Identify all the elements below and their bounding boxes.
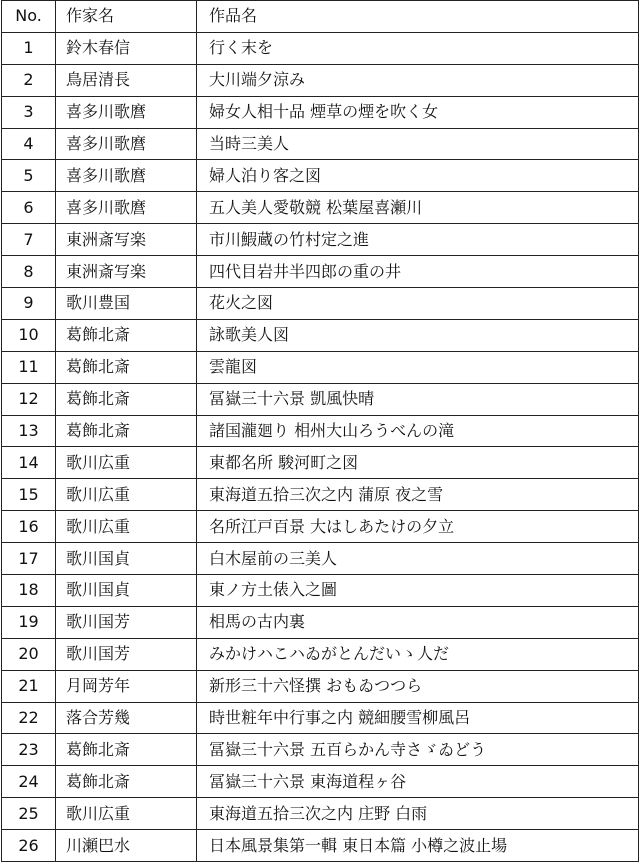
- table-row: [2, 224, 639, 256]
- table-row: [2, 766, 639, 798]
- row-number: 15: [2, 479, 56, 511]
- artwork-title: 東ノ方土俵入之圖: [197, 575, 639, 607]
- artist-name: 歌川国貞: [56, 575, 197, 607]
- table-row: [2, 638, 639, 670]
- artist-name: 東洲斎写楽: [56, 256, 197, 288]
- table-row: [2, 64, 639, 96]
- artist-name: 東洲斎写楽: [56, 224, 197, 256]
- row-number: 5: [2, 160, 56, 192]
- table-row: [2, 798, 639, 830]
- artist-name: 葛飾北斎: [56, 766, 197, 798]
- table-row: [2, 479, 639, 511]
- artwork-title: みかけハこハゐがとんだいゝ人だ: [197, 638, 639, 670]
- artwork-title: 市川鰕蔵の竹村定之進: [197, 224, 639, 256]
- table-row: [2, 702, 639, 734]
- artwork-title: 白木屋前の三美人: [197, 543, 639, 575]
- row-number: 1: [2, 32, 56, 64]
- artwork-title: 詠歌美人図: [197, 319, 639, 351]
- artist-name: 喜多川歌麿: [56, 128, 197, 160]
- row-number: 11: [2, 351, 56, 383]
- header-no: No.: [2, 1, 56, 33]
- artwork-title: 雲龍図: [197, 351, 639, 383]
- table-row: [2, 288, 639, 320]
- artist-name: 歌川広重: [56, 479, 197, 511]
- row-number: 9: [2, 288, 56, 320]
- table-row: [2, 511, 639, 543]
- artist-name: 喜多川歌麿: [56, 160, 197, 192]
- table-row: [2, 128, 639, 160]
- artist-name: 月岡芳年: [56, 670, 197, 702]
- row-number: 16: [2, 511, 56, 543]
- table-header-row: [2, 1, 639, 33]
- header-title: 作品名: [197, 1, 639, 33]
- row-number: 21: [2, 670, 56, 702]
- table-row: [2, 32, 639, 64]
- artist-name: 喜多川歌麿: [56, 96, 197, 128]
- artist-name: 歌川国芳: [56, 638, 197, 670]
- table-row: [2, 830, 639, 862]
- artwork-title: 冨嶽三十六景 五百らかん寺さゞゐどう: [197, 734, 639, 766]
- artwork-title: 相馬の古内裏: [197, 606, 639, 638]
- row-number: 14: [2, 447, 56, 479]
- row-number: 4: [2, 128, 56, 160]
- artwork-title: 冨嶽三十六景 東海道程ヶ谷: [197, 766, 639, 798]
- artist-name: 歌川国芳: [56, 606, 197, 638]
- row-number: 6: [2, 192, 56, 224]
- row-number: 13: [2, 415, 56, 447]
- artwork-title: 新形三十六怪撰 おもゐつつら: [197, 670, 639, 702]
- row-number: 25: [2, 798, 56, 830]
- row-number: 18: [2, 575, 56, 607]
- artist-name: 川瀬巴水: [56, 830, 197, 862]
- artworks-table: [1, 0, 639, 862]
- artist-name: 落合芳幾: [56, 702, 197, 734]
- artist-name: 葛飾北斎: [56, 351, 197, 383]
- table-row: [2, 319, 639, 351]
- row-number: 19: [2, 606, 56, 638]
- row-number: 22: [2, 702, 56, 734]
- table-row: [2, 734, 639, 766]
- artwork-title: 大川端夕涼み: [197, 64, 639, 96]
- header-artist: 作家名: [56, 1, 197, 33]
- table-row: [2, 256, 639, 288]
- artwork-title: 行く末を: [197, 32, 639, 64]
- table-row: [2, 160, 639, 192]
- artist-name: 喜多川歌麿: [56, 192, 197, 224]
- artwork-title: 諸国瀧廻り 相州大山ろうべんの滝: [197, 415, 639, 447]
- artwork-title: 婦女人相十品 煙草の煙を吹く女: [197, 96, 639, 128]
- artwork-title: 婦人泊り客之図: [197, 160, 639, 192]
- artwork-title: 東海道五拾三次之内 蒲原 夜之雪: [197, 479, 639, 511]
- table-row: [2, 670, 639, 702]
- row-number: 23: [2, 734, 56, 766]
- table-row: [2, 447, 639, 479]
- artwork-title: 日本風景集第一輯 東日本篇 小樽之波止場: [197, 830, 639, 862]
- row-number: 24: [2, 766, 56, 798]
- artist-name: 鈴木春信: [56, 32, 197, 64]
- row-number: 7: [2, 224, 56, 256]
- artwork-title: 冨嶽三十六景 凱風快晴: [197, 383, 639, 415]
- artist-name: 鳥居清長: [56, 64, 197, 96]
- table-row: [2, 96, 639, 128]
- row-number: 17: [2, 543, 56, 575]
- table-row: [2, 192, 639, 224]
- table-body: [2, 32, 639, 861]
- artist-name: 葛飾北斎: [56, 734, 197, 766]
- row-number: 10: [2, 319, 56, 351]
- row-number: 12: [2, 383, 56, 415]
- artwork-title: 四代目岩井半四郎の重の井: [197, 256, 639, 288]
- row-number: 2: [2, 64, 56, 96]
- table-row: [2, 351, 639, 383]
- table-row: [2, 543, 639, 575]
- artist-name: 葛飾北斎: [56, 415, 197, 447]
- table-row: [2, 383, 639, 415]
- artwork-title: 東都名所 駿河町之図: [197, 447, 639, 479]
- artwork-title: 五人美人愛敬競 松葉屋喜瀬川: [197, 192, 639, 224]
- table-row: [2, 606, 639, 638]
- artist-name: 歌川広重: [56, 447, 197, 479]
- artwork-title: 当時三美人: [197, 128, 639, 160]
- artwork-title: 東海道五拾三次之内 庄野 白雨: [197, 798, 639, 830]
- row-number: 20: [2, 638, 56, 670]
- artist-name: 歌川広重: [56, 511, 197, 543]
- artist-name: 葛飾北斎: [56, 383, 197, 415]
- artist-name: 葛飾北斎: [56, 319, 197, 351]
- row-number: 3: [2, 96, 56, 128]
- row-number: 26: [2, 830, 56, 862]
- artist-name: 歌川広重: [56, 798, 197, 830]
- artwork-title: 時世粧年中行事之内 競細腰雪柳風呂: [197, 702, 639, 734]
- artwork-title: 花火之図: [197, 288, 639, 320]
- artist-name: 歌川国貞: [56, 543, 197, 575]
- row-number: 8: [2, 256, 56, 288]
- artwork-title: 名所江戸百景 大はしあたけの夕立: [197, 511, 639, 543]
- table-row: [2, 415, 639, 447]
- artist-name: 歌川豊国: [56, 288, 197, 320]
- table-row: [2, 575, 639, 607]
